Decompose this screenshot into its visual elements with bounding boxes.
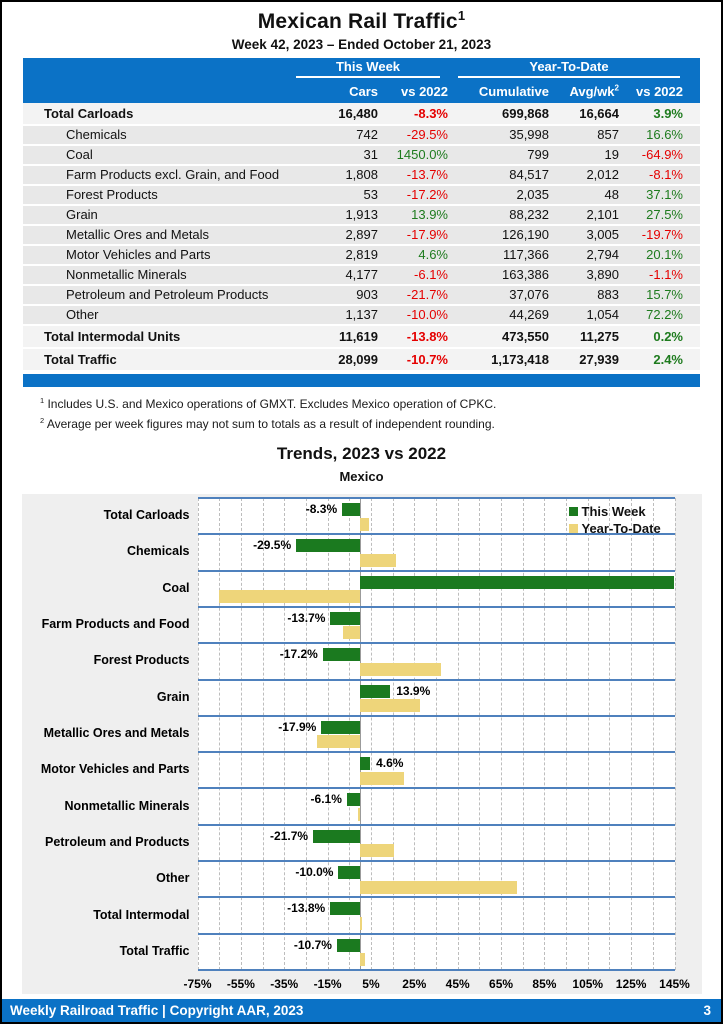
table-row (23, 206, 700, 226)
category-label: Chemicals (126, 544, 190, 559)
bar-year-to-date (317, 735, 360, 748)
footnotes (40, 394, 721, 434)
title-footnote-marker: 1 (457, 8, 466, 23)
this-week-swatch-icon (569, 507, 578, 516)
row-value: 31 (363, 147, 378, 162)
row-value: 2.4% (653, 352, 683, 367)
row-value: 4,177 (345, 267, 378, 282)
x-axis-tick-label: 5% (362, 977, 380, 991)
row-value: 37,076 (509, 287, 549, 302)
bar-this-week (323, 648, 360, 661)
bar-year-to-date (360, 917, 362, 930)
col-header-tw-vs2022: vs 2022 (401, 84, 448, 99)
row-label: Total Carloads (44, 106, 134, 121)
bar-value-label: -21.7% (270, 828, 309, 843)
category-separator-line (198, 860, 675, 862)
bar-year-to-date (219, 590, 360, 603)
row-label: Total Intermodal Units (44, 329, 181, 344)
row-value: -8.1% (649, 167, 683, 182)
col-header-cars: Cars (349, 84, 378, 99)
x-axis-tick-label: 65% (489, 977, 514, 991)
legend-item-this-week: This Week (569, 503, 661, 520)
page-number: 3 (703, 1003, 711, 1018)
row-value: 473,550 (502, 329, 549, 344)
row-value: 20.1% (646, 247, 683, 262)
row-value: -21.7% (406, 287, 448, 302)
bar-this-week (330, 612, 360, 625)
table-row (23, 246, 700, 266)
row-value: 1,808 (345, 167, 378, 182)
category-label: Total Intermodal (93, 907, 190, 922)
bar-year-to-date (360, 881, 517, 894)
row-label: Total Traffic (44, 352, 117, 367)
row-value: 1450.0% (396, 147, 448, 162)
row-value: 699,868 (502, 106, 549, 121)
x-axis-tick-label: 85% (532, 977, 557, 991)
category-separator-line (198, 606, 675, 608)
row-value: 742 (356, 127, 378, 142)
row-value: 13.9% (411, 207, 448, 222)
row-value: 2,012 (586, 167, 619, 182)
plot-area (198, 498, 675, 970)
row-label: Nonmetallic Minerals (66, 267, 187, 282)
category-label: Other (156, 871, 190, 886)
category-label: Grain (156, 689, 190, 704)
row-label: Other (66, 307, 99, 322)
row-value: 28,099 (338, 352, 378, 367)
x-axis-tick-label: 105% (572, 977, 604, 991)
row-value: -6.1% (414, 267, 448, 282)
row-value: -64.9% (641, 147, 683, 162)
row-label: Grain (66, 207, 98, 222)
avgwk-footnote-marker: 2 (614, 83, 619, 93)
row-value: -29.5% (406, 127, 448, 142)
bar-value-label: 4.6% (376, 756, 404, 771)
category-label: Motor Vehicles and Parts (40, 762, 190, 777)
x-axis-tick-label: 45% (445, 977, 470, 991)
bar-value-label: 13.9% (396, 683, 431, 698)
bar-value-label: -13.7% (287, 610, 326, 625)
row-value: 88,232 (509, 207, 549, 222)
row-value: 27.5% (646, 207, 683, 222)
row-value: 1,913 (345, 207, 378, 222)
chart-legend (569, 503, 661, 537)
page-subtitle: Week 42, 2023 – Ended October 21, 2023 (231, 37, 492, 52)
row-value: 4.6% (418, 247, 448, 262)
row-value: 35,998 (509, 127, 549, 142)
table-row (23, 326, 700, 349)
bar-this-week (313, 830, 360, 843)
bar-year-to-date (360, 844, 394, 857)
row-value: 163,386 (502, 267, 549, 282)
row-value: 37.1% (646, 187, 683, 202)
col-header-avgwk: Avg/$wk^2$ (569, 83, 619, 99)
bar-value-label: -10.7% (293, 937, 332, 952)
page-title-text: Mexican Rail Traffic (257, 10, 458, 33)
row-value: 16,664 (579, 106, 619, 121)
bar-year-to-date (360, 554, 396, 567)
bar-year-to-date (343, 626, 361, 639)
x-axis-tick-label: 125% (615, 977, 647, 991)
row-value: 19 (604, 147, 619, 162)
legend-item-year-to-date: Year-To-Date (569, 520, 661, 537)
bar-value-label: -17.9% (278, 719, 317, 734)
category-separator-line (198, 824, 675, 826)
row-value: -1.1% (649, 267, 683, 282)
category-label: Metallic Ores and Metals (43, 726, 190, 740)
footer-text: Weekly Railroad Traffic | Copyright AAR, 2023 (10, 1003, 304, 1018)
table-row (23, 266, 700, 286)
category-separator-line (198, 497, 675, 499)
row-value: 1,054 (586, 307, 619, 322)
row-value: 3,890 (586, 267, 619, 282)
col-header-cumulative: Cumulative (478, 84, 549, 99)
bar-year-to-date (358, 808, 360, 821)
table-row (23, 146, 700, 166)
group-header-this-week: This Week (296, 59, 440, 80)
row-value: 117,366 (502, 247, 549, 262)
row-label: Farm Products excl. Grain, and Food (66, 167, 280, 182)
bar-this-week (360, 757, 370, 770)
bar-year-to-date (360, 772, 404, 785)
bar-this-week (321, 721, 360, 734)
row-value: 48 (604, 187, 619, 202)
row-value: 126,190 (502, 227, 549, 242)
category-label: Forest Products (93, 653, 190, 668)
row-value: 16,480 (338, 106, 378, 121)
axis-bottom-line (198, 969, 675, 971)
table-row (23, 349, 700, 372)
row-value: 2,794 (586, 247, 619, 262)
row-value: 72.2% (646, 307, 683, 322)
page-footer (2, 999, 721, 1022)
row-value: 2,897 (345, 227, 378, 242)
x-axis-tick-label: -35% (270, 977, 299, 991)
category-separator-line (198, 751, 675, 753)
bar-year-to-date (360, 699, 420, 712)
category-label: Total Traffic (119, 943, 190, 958)
row-value: 857 (597, 127, 619, 142)
x-axis-tick-label: 145% (659, 977, 690, 991)
row-label: Forest Products (66, 187, 158, 202)
bar-year-to-date (360, 663, 440, 676)
bar-this-week (337, 939, 360, 952)
bar-value-label: -29.5% (253, 538, 292, 553)
category-separator-line (198, 896, 675, 898)
gridline (675, 498, 676, 970)
row-value: -19.7% (641, 227, 683, 242)
chart-title: Trends, 2023 vs 2022 (276, 444, 447, 463)
category-separator-line (198, 679, 675, 681)
blue-divider-bar (23, 374, 700, 387)
bar-this-week (360, 685, 390, 698)
x-axis-tick-label: 25% (402, 977, 427, 991)
row-value: 15.7% (646, 287, 683, 302)
footnote: $^1$ Includes U.S. and Mexico operations of GMXT. Excludes Mexico operation of CPKC. (40, 396, 497, 411)
x-axis-tick-label: -55% (226, 977, 255, 991)
category-separator-line (198, 715, 675, 717)
x-axis-tick-label: -15% (313, 977, 342, 991)
category-label: Coal (162, 580, 190, 595)
row-value: 799 (527, 147, 549, 162)
bar-value-label: -10.0% (295, 865, 334, 880)
table-row (23, 286, 700, 306)
row-value: -17.2% (406, 187, 448, 202)
category-separator-line (198, 787, 675, 789)
row-value: 53 (363, 187, 378, 202)
page-title (2, 10, 721, 34)
bar-this-week (296, 539, 360, 552)
category-separator-line (198, 933, 675, 935)
row-value: 84,517 (509, 167, 549, 182)
row-value: 883 (597, 287, 619, 302)
row-value: 44,269 (509, 307, 549, 322)
row-value: -8.3% (414, 106, 448, 121)
category-separator-line (198, 570, 675, 572)
chart-subtitle: Mexico (339, 469, 384, 484)
group-header-year-to-date: Year-To-Date (458, 59, 680, 80)
row-label: Chemicals (66, 127, 127, 142)
row-value: 2,819 (345, 247, 378, 262)
row-value: 16.6% (646, 127, 683, 142)
traffic-table (23, 58, 700, 372)
row-value: -17.9% (406, 227, 448, 242)
row-value: 27,939 (579, 352, 619, 367)
bar-value-label: -17.2% (279, 647, 318, 662)
traffic-table-body (23, 103, 700, 372)
row-value: 2,035 (516, 187, 549, 202)
table-row (23, 186, 700, 206)
x-axis-tick-label: -75% (183, 977, 212, 991)
row-value: 3,005 (586, 227, 619, 242)
table-row (23, 226, 700, 246)
bar-this-week (338, 866, 360, 879)
row-value: 11,275 (579, 329, 619, 344)
row-label: Coal (66, 147, 93, 162)
bar-value-label: -13.8% (287, 901, 326, 916)
bar-value-label: -8.3% (305, 502, 338, 516)
row-label: Metallic Ores and Metals (66, 227, 210, 242)
category-label: Farm Products and Food (41, 617, 190, 632)
table-row (23, 166, 700, 186)
bar-year-to-date (360, 953, 365, 966)
footnote: $^2$ Average per week figures may not sum to totals as a result of independent rounding. (40, 416, 495, 431)
table-row (23, 103, 700, 126)
bar-this-week (360, 576, 674, 589)
category-label: Petroleum and Products (45, 834, 190, 849)
year-to-date-swatch-icon (569, 524, 578, 533)
row-label: Petroleum and Petroleum Products (66, 287, 269, 302)
bar-year-to-date (360, 518, 368, 531)
bar-this-week (330, 902, 360, 915)
table-row (23, 126, 700, 146)
bar-this-week (347, 793, 360, 806)
table-row (23, 306, 700, 326)
row-value: -13.8% (406, 329, 448, 344)
category-label: Nonmetallic Minerals (64, 798, 190, 813)
category-separator-line (198, 642, 675, 644)
row-label: Motor Vehicles and Parts (66, 247, 211, 262)
col-header-ytd-vs2022: vs 2022 (636, 84, 683, 99)
row-value: 3.9% (653, 106, 683, 121)
row-value: 1,137 (345, 307, 378, 322)
bar-value-label: -6.1% (310, 792, 342, 807)
trends-bar-chart (22, 494, 702, 994)
row-value: 0.2% (653, 329, 683, 344)
bar-this-week (342, 503, 360, 516)
row-value: 903 (356, 287, 378, 302)
row-value: -13.7% (406, 167, 448, 182)
row-value: 11,619 (338, 329, 378, 344)
table-header (23, 58, 700, 103)
row-value: 1,173,418 (491, 352, 549, 367)
row-value: -10.0% (406, 307, 448, 322)
category-label: Total Carloads (103, 508, 190, 523)
row-value: 2,101 (586, 207, 619, 222)
row-value: -10.7% (406, 352, 448, 367)
